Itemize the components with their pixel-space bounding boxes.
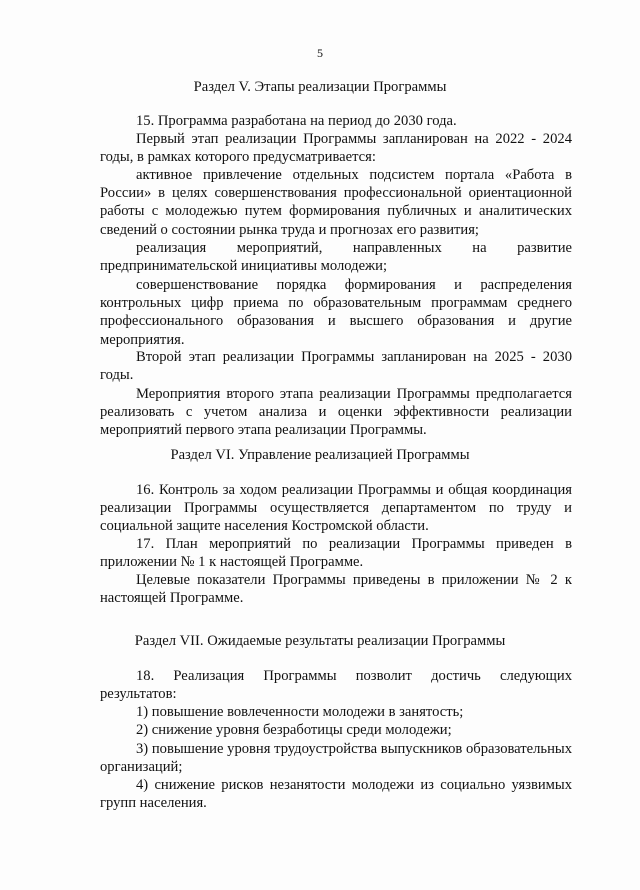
paragraph: 16. Контроль за ходом реализации Программы и общая координация реализации Программы осуществляется департаментом по труду и социальной защите населения Костромской области. bbox=[100, 482, 572, 535]
section-heading: Раздел VI. Управление реализацией Программы bbox=[170, 447, 470, 463]
paragraph: 1) повышение вовлеченности молодежи в занятость; bbox=[136, 704, 464, 720]
paragraph: Целевые показатели Программы приведены в приложении № 2 к настоящей Программе. bbox=[100, 572, 572, 607]
paragraph: совершенствование порядка формирования и распределения контрольных цифр приема по образовательным программам среднего профессионального образования и высшего образования и другие мероприятия. bbox=[100, 277, 572, 348]
section-heading: Раздел VII. Ожидаемые результаты реализации Программы bbox=[134, 633, 506, 649]
section-heading: Раздел V. Этапы реализации Программы bbox=[193, 79, 447, 95]
paragraph: 15. Программа разработана на период до 2030 года. bbox=[136, 113, 457, 129]
paragraph: 17. План мероприятий по реализации Программы приведен в приложении № 1 к настоящей Программе. bbox=[100, 536, 572, 571]
paragraph: 3) повышение уровня трудоустройства выпускников образовательных организаций; bbox=[100, 741, 572, 776]
paragraph: Второй этап реализации Программы запланирован на 2025 - 2030 годы. bbox=[100, 349, 572, 384]
paragraph: 18. Реализация Программы позволит достичь следующих результатов: bbox=[100, 668, 572, 703]
page-number: 5 bbox=[317, 46, 323, 60]
paragraph: реализация мероприятий, направленных на развитие предпринимательской инициативы молодежи; bbox=[100, 240, 572, 275]
paragraph: Мероприятия второго этапа реализации Программы предполагается реализовать с учетом анализа и оценки эффективности реализации мероприятий первого этапа реализации Программы. bbox=[100, 386, 572, 439]
paragraph: активное привлечение отдельных подсистем портала «Работа в России» в целях совершенствования профессиональной ориентационной работы с молодежью путем формирования публичных и аналитических сведений о состоянии рынка труда и прогнозах его развития; bbox=[100, 167, 572, 238]
paragraph: 4) снижение рисков незанятости молодежи из социально уязвимых групп населения. bbox=[100, 777, 572, 812]
paragraph: 2) снижение уровня безработицы среди молодежи; bbox=[136, 722, 452, 738]
paragraph: Первый этап реализации Программы запланирован на 2022 - 2024 годы, в рамках которого предусматривается: bbox=[100, 131, 572, 166]
